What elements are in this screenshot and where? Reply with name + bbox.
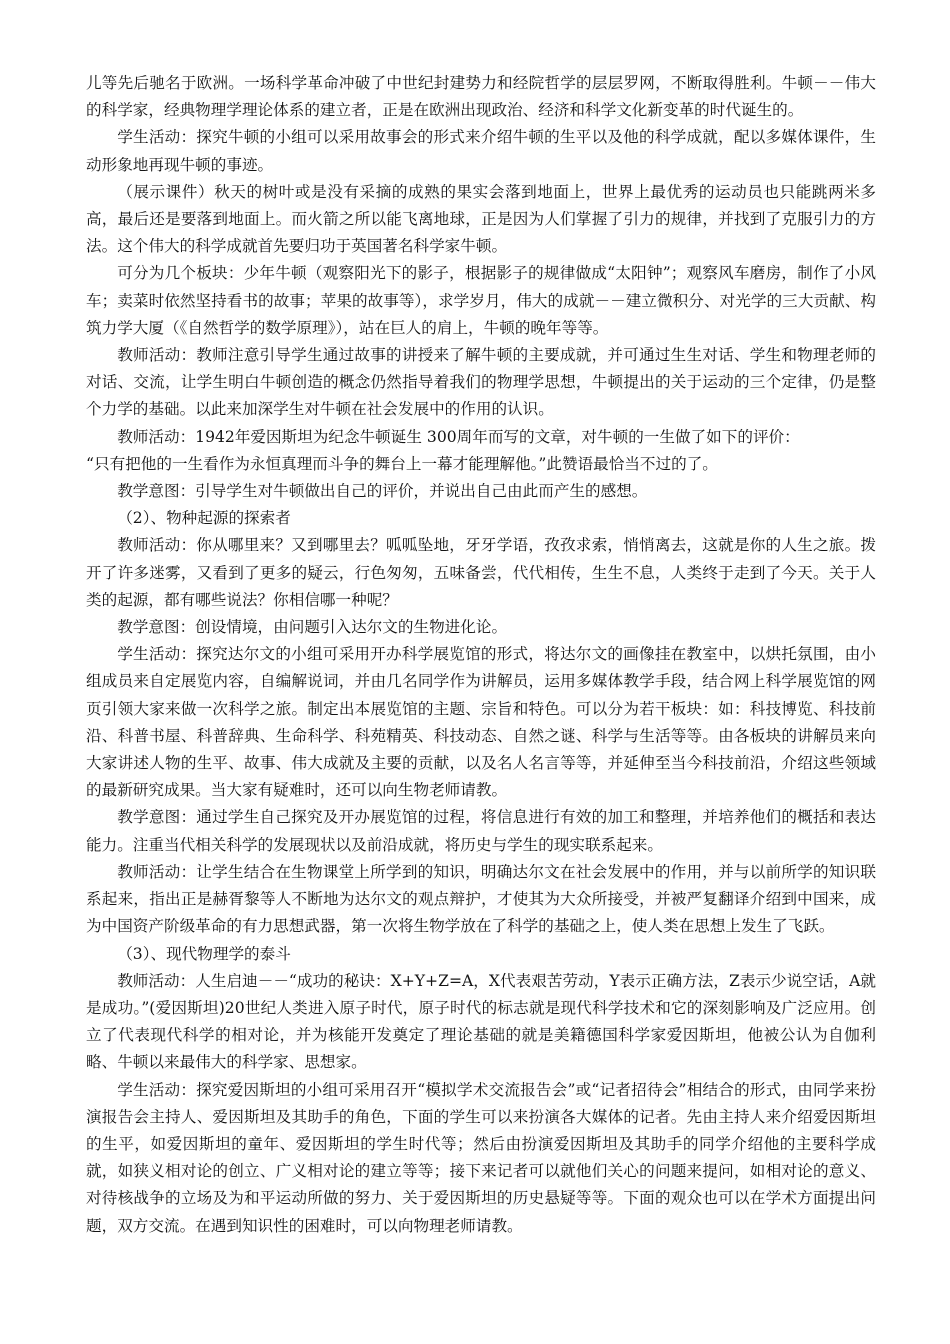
paragraph-student-activity-darwin: 学生活动：探究达尔文的小组可采用开办科学展览馆的形式，将达尔文的画像挂在教室中，以烘托氛围，由小组成员来自定展览内容，自编解说词，并由几名同学作为讲解员，运用多媒体教学手段，结合网上科学展览馆的网页引领大家来做一次科学之旅。制定出本展览馆的主题、宗旨和特色。可以分为若干板块：如：科技博览、科技前沿、科普书屋、科普辞典、生命科学、科苑精英、科技动态、自然之谜、科学与生活等等。由各板块的讲解员来向大家讲述人物的生平、故事、伟大成就及主要的贡献，以及名人名言等等，并延伸至当今科技前沿，介绍这些领域的最新研究成果。当大家有疑难时，还可以向生物老师请教。	[86, 645, 876, 800]
paragraph-teacher-activity-darwin: 教师活动：让学生结合在生物课堂上所学到的知识，明确达尔文在社会发展中的作用，并与以前所学的知识联系起来，指出正是赫胥黎等人不断地为达尔文的观点辩护，才使其为大众所接受，并被严复翻译介绍到中国来，成为中国资产阶级革命的有力思想武器，第一次将生物学放在了科学的基础之上，使人类在思想上发生了飞跃。	[86, 862, 876, 936]
paragraph-einstein-comment-intro: 教师活动：1942年爱因斯坦为纪念牛顿诞生 300周年而写的文章，对牛顿的一生做了如下的评价：	[117, 427, 800, 446]
paragraph-teaching-intent-exhibition: 教学意图：通过学生自己探究及开办展览馆的过程，将信息进行有效的加工和整理，并培养他们的概括和表达能力。注重当代相关科学的发展现状以及前沿成就，将历史与学生的现实联系起来。	[86, 808, 876, 854]
paragraph-teacher-activity-newton: 教师活动：教师注意引导学生通过故事的讲授来了解牛顿的主要成就，并可通过生生对话、学生和物理老师的对话、交流，让学生明白牛顿创造的概念仍然指导着我们的物理学思想，牛顿提出的关于运动的三个定律，仍是整个力学的基础。以此来加深学生对牛顿在社会发展中的作用的认识。	[86, 346, 876, 419]
paragraph-teacher-activity-origin: 教师活动：你从哪里来？又到哪里去？呱呱坠地，牙牙学语，孜孜求索，悄悄离去，这就是你的人生之旅。拨开了许多迷雾，又看到了更多的疑云，行色匆匆，五味备尝，代代相传，生生不息，人类终于走到了今天。关于人类的起源，都有哪些说法？你相信哪一种呢？	[86, 536, 876, 609]
paragraph-newton-intro: 儿等先后驰名于欧洲。一场科学革命冲破了中世纪封建势力和经院哲学的层层罗网，不断取得胜利。牛顿－－伟大的科学家，经典物理学理论体系的建立者，正是在欧洲出现政治、经济和科学文化新变革的时代诞生的。	[86, 74, 876, 120]
paragraph-courseware: （展示课件）秋天的树叶或是没有采摘的成熟的果实会落到地面上，世界上最优秀的运动员也只能跳两米多高，最后还是要落到地面上。而火箭之所以能飞离地球，正是因为人们掌握了引力的规律，并找到了克服引力的方法。这个伟大的科学成就首先要归功于英国著名科学家牛顿。	[86, 182, 876, 256]
paragraph-newton-sections: 可分为几个板块：少年牛顿（观察阳光下的影子，根据影子的规律做成“太阳钟”；观察风车磨房，制作了小风车；卖菜时依然坚持看书的故事；苹果的故事等），求学岁月，伟大的成就－－建立微积分、对光学的三大贡献、构筑力学大厦（《自然哲学的数学原理》），站在巨人的肩上，牛顿的晚年等等。	[86, 264, 876, 337]
document-page	[86, 70, 876, 1240]
paragraph-student-activity-newton: 学生活动：探究牛顿的小组可以采用故事会的形式来介绍牛顿的生平以及他的科学成就，配以多媒体课件，生动形象地再现牛顿的事迹。	[86, 128, 876, 174]
section-heading-darwin: （2）、物种起源的探索者	[117, 509, 291, 528]
paragraph-teacher-activity-einstein: 教师活动：人生启迪－－“成功的秘诀：X+Y+Z=A，X代表艰苦劳动，Y表示正确方法，Z表示少说空话，A就是成功。”(爱因斯坦)20世纪人类进入原子时代，原子时代的标志就是现代科学技术和它的深刻影响及广泛应用。创立了代表现代科学的相对论，并为核能开发奠定了理论基础的就是美籍德国科学家爱因斯坦，他被公认为自伽利略、牛顿以来最伟大的科学家、思想家。	[86, 971, 876, 1072]
paragraph-teaching-intent-darwin: 教学意图：创设情境，由问题引入达尔文的生物进化论。	[117, 618, 508, 637]
section-heading-einstein: （3）、现代物理学的泰斗	[117, 944, 291, 963]
paragraph-student-activity-einstein: 学生活动：探究爱因斯坦的小组可采用召开“模拟学术交流报告会”或“记者招待会”相结合的形式，由同学来扮演报告会主持人、爱因斯坦及其助手的角色，下面的学生可以来扮演各大媒体的记者。先由主持人来介绍爱因斯坦的生平，如爱因斯坦的童年、爱因斯坦的学生时代等；然后由扮演爱因斯坦及其助手的同学介绍他的主要科学成就，如狭义相对论的创立、广义相对论的建立等等；接下来记者可以就他们关心的问题来提问，如相对论的意义、对待核战争的立场及为和平运动所做的努力、关于爱因斯坦的历史悬疑等等。下面的观众也可以在学术方面提出问题，双方交流。在遇到知识性的困难时，可以向物理老师请教。	[86, 1080, 876, 1235]
paragraph-einstein-quote: “只有把他的一生看作为永恒真理而斗争的舞台上一幕才能理解他。”此赞语最恰当不过的了。	[86, 454, 718, 473]
paragraph-teaching-intent-newton: 教学意图：引导学生对牛顿做出自己的评价，并说出自己由此而产生的感想。	[117, 482, 648, 501]
